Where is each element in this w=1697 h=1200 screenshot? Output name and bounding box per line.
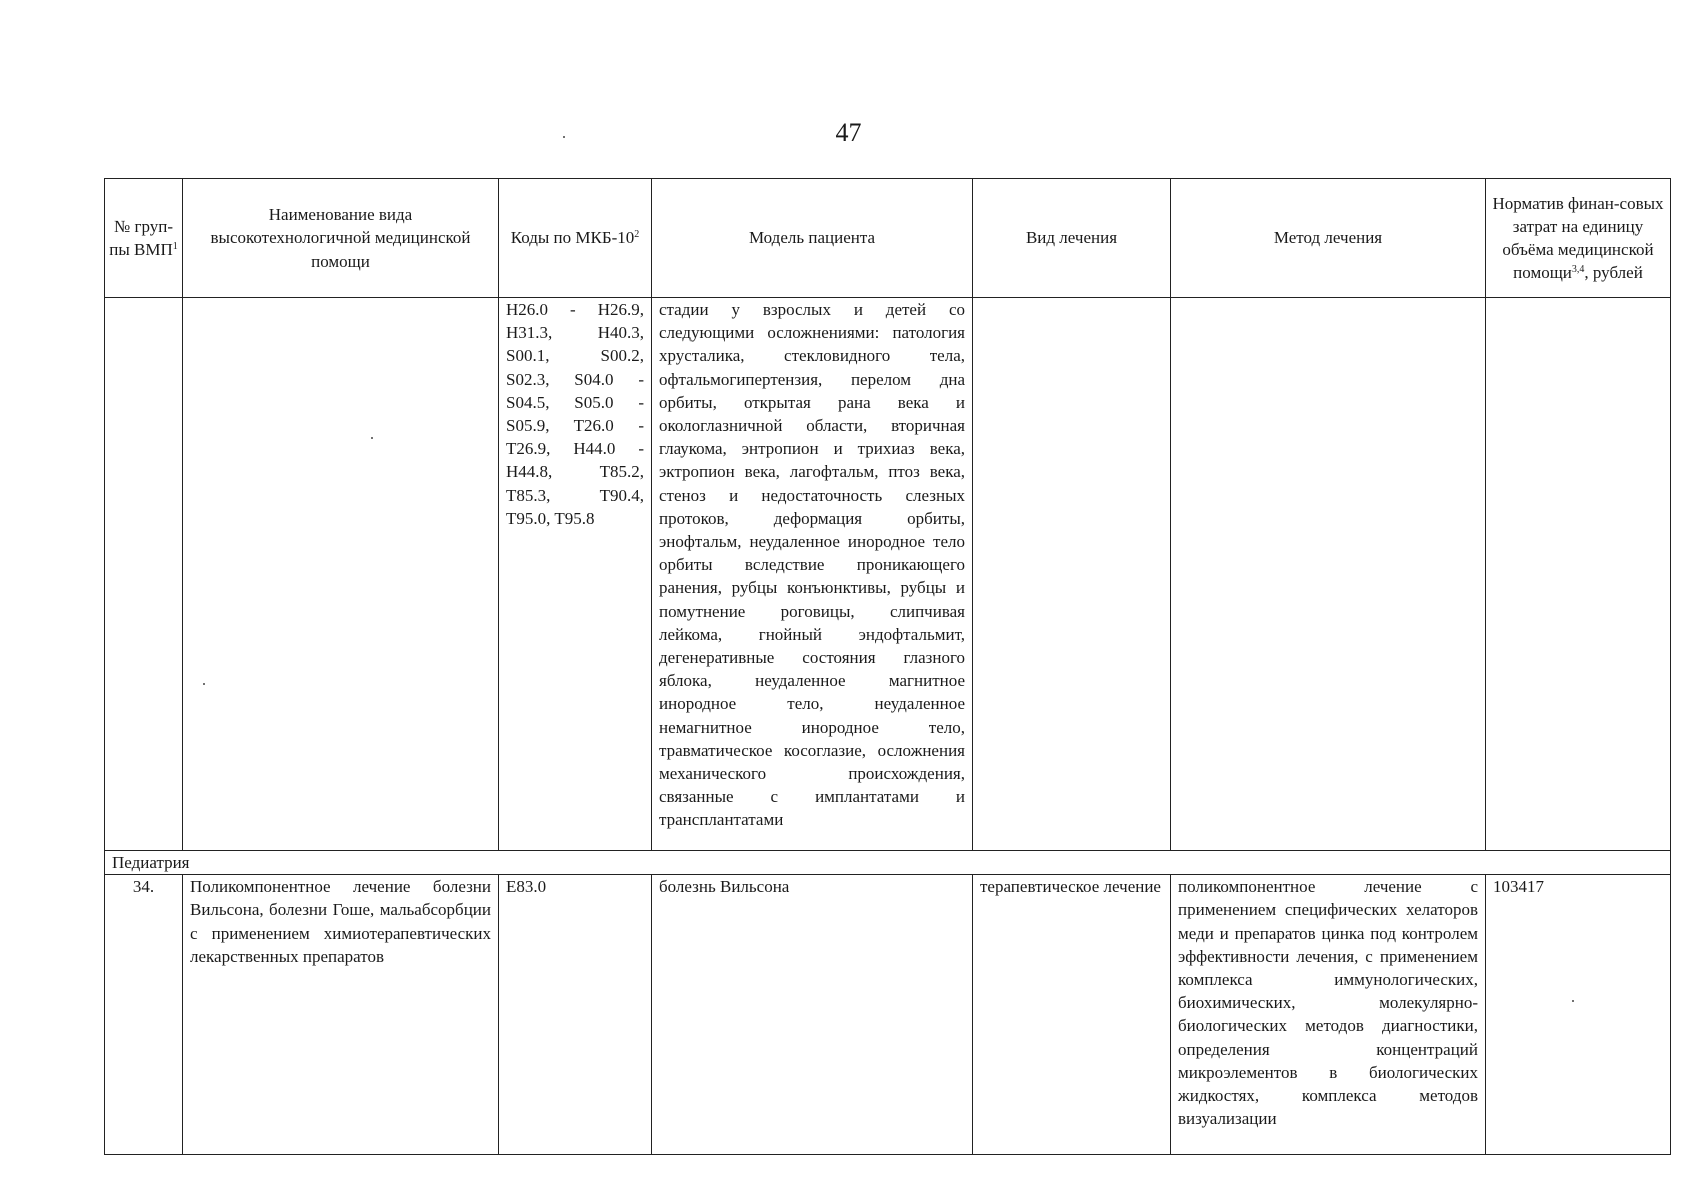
cell-norm: 103417 — [1486, 875, 1671, 1155]
header-care-type-name-text: Наименование вида высокотехнологичной медицинской помощи — [210, 205, 471, 271]
cell-patient-model: болезнь Вильсона — [652, 875, 973, 1155]
table-row-34 — [105, 875, 1671, 1155]
section-title: Педиатрия — [105, 851, 1671, 875]
header-icd-codes — [499, 179, 652, 298]
cell-method — [1171, 298, 1486, 851]
cell-treatment-type: терапевтическое лечение — [973, 875, 1171, 1155]
header-care-type-name — [183, 179, 499, 298]
footnote-mark: 1 — [172, 241, 178, 252]
cell-group — [105, 298, 183, 851]
scan-speck — [371, 437, 373, 439]
header-treatment-method-text: Метод лечения — [1273, 228, 1383, 248]
table-row-continuation — [105, 298, 1671, 851]
section-row-pediatrics — [105, 851, 1671, 875]
scan-speck — [1572, 1000, 1574, 1002]
scan-speck — [563, 136, 565, 138]
header-treatment-method — [1171, 179, 1486, 298]
header-group-number-text: № груп-пы ВМП — [109, 216, 173, 259]
cell-patient-model: стадии у взрослых и детей со следующими осложнениями: патология хрусталика, стекловидного тела, офтальмогипертензия, перелом дна орбиты, открытая рана века и окологлазничной области, вторичная глаукома, энтропион и трихиаз века, эктропион века, лагофтальм, птоз века, стеноз и недостаточность слезных протоков, деформация орбиты, энофтальм, неудаленное инородное тело орбиты вследствие проникающего ранения, рубцы конъюнктивы, рубцы и помутнение роговицы, слипчивая лейкома, гнойный эндофтальмит, дегенеративные состояния глазного яблока, неудаленное магнитное инородное тело, неудаленное немагнитное инородное тело, травматическое косоглазие, осложнения механического происхождения, связанные с имплантатами и трансплантатами — [652, 298, 973, 851]
header-cost-norm-text: Норматив финан-совых затрат на единицу объёма медицинской помощи — [1492, 193, 1664, 283]
table-header-row — [105, 179, 1671, 298]
header-treatment-type-text: Вид лечения — [1025, 228, 1118, 248]
header-cost-norm — [1486, 179, 1671, 298]
cell-name: Поликомпонентное лечение болезни Вильсона, болезни Гоше, мальабсорбции с применением химиотерапевтических лекарственных препаратов — [183, 875, 499, 1155]
cell-method: поликомпонентное лечение с применением специфических хелаторов меди и препаратов цинка под контролем эффективности лечения, с применением комплекса иммунологических, биохимических, молекулярно-биологических методов диагностики, определения концентраций микроэлементов в биологических жидкостях, комплекса методов визуализации — [1171, 875, 1486, 1155]
footnote-mark: 2 — [634, 229, 640, 241]
header-treatment-type — [973, 179, 1171, 298]
header-icd-codes-text: Коды по МКБ-10 — [510, 228, 635, 248]
cell-icd-codes: H26.0 - H26.9, H31.3, H40.3, S00.1, S00.2, S02.3, S04.0 - S04.5, S05.0 - S05.9, T26.0 - T26.9, H44.0 - H44.8, T85.2, T85.3, T90.4, T95.0, T95.8 — [499, 298, 652, 851]
cell-name — [183, 298, 499, 851]
header-cost-norm-unit: , рублей — [1584, 263, 1643, 283]
cell-group: 34. — [105, 875, 183, 1155]
header-patient-model-text: Модель пациента — [748, 228, 876, 248]
cell-icd-codes: E83.0 — [499, 875, 652, 1155]
cell-treatment-type — [973, 298, 1171, 851]
header-patient-model — [652, 179, 973, 298]
page-number: 47 — [835, 118, 862, 147]
footnote-mark: 3,4 — [1571, 264, 1585, 276]
cell-norm — [1486, 298, 1671, 851]
header-group-number — [105, 179, 183, 298]
scan-speck — [203, 683, 205, 685]
vmp-table — [104, 178, 1671, 1155]
